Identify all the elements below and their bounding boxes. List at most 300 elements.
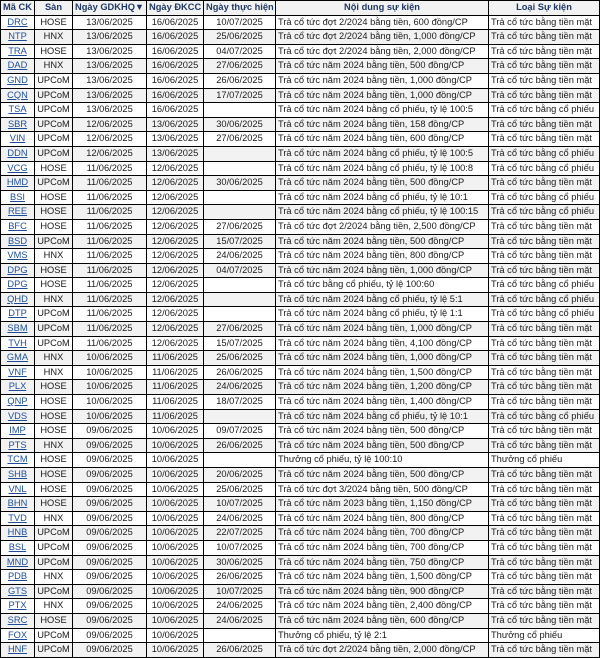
cell-ngay-thuc-hien: 26/06/2025 (204, 365, 276, 380)
cell-noi-dung: Trả cổ tức bằng cổ phiếu, tỷ lệ 100:60 (276, 278, 489, 293)
table-row (1, 380, 600, 395)
cell-san: HOSE (35, 482, 73, 497)
cell-ngay-dkcc: 13/06/2025 (147, 132, 204, 147)
header-noi-dung[interactable]: Nội dung sự kiện (276, 1, 489, 16)
ticker-link[interactable]: IMP (9, 425, 26, 436)
cell-san: HOSE (35, 380, 73, 395)
cell-ngay-dkcc: 12/06/2025 (147, 249, 204, 264)
cell-noi-dung: Trả cổ tức năm 2023 bằng tiền, 1,150 đồng/CP (276, 497, 489, 512)
cell-ngay-dkcc: 12/06/2025 (147, 205, 204, 220)
cell-ngay-gdkhq: 09/06/2025 (73, 468, 147, 483)
cell-ngay-dkcc: 16/06/2025 (147, 73, 204, 88)
cell-ngay-gdkhq: 10/06/2025 (73, 365, 147, 380)
cell-ngay-dkcc: 10/06/2025 (147, 599, 204, 614)
table-row (1, 424, 600, 439)
cell-noi-dung: Trả cổ tức năm 2024 bằng tiền, 500 đồng/CP (276, 438, 489, 453)
table-row (1, 205, 600, 220)
cell-ngay-dkcc: 10/06/2025 (147, 540, 204, 555)
cell-ngay-gdkhq: 12/06/2025 (73, 146, 147, 161)
cell-ma-ck (1, 584, 35, 599)
ticker-link[interactable]: HNB (7, 527, 28, 538)
cell-ngay-gdkhq: 13/06/2025 (73, 88, 147, 103)
ticker-link[interactable]: CQN (7, 89, 28, 100)
cell-ngay-gdkhq: 12/06/2025 (73, 132, 147, 147)
cell-loai-su-kien: Trả cổ tức bằng cổ phiếu (489, 146, 600, 161)
cell-ngay-dkcc: 12/06/2025 (147, 234, 204, 249)
ticker-link[interactable]: PDB (7, 571, 28, 582)
cell-ngay-dkcc: 11/06/2025 (147, 395, 204, 410)
cell-san: UPCoM (35, 526, 73, 541)
cell-san: HOSE (35, 395, 73, 410)
cell-ngay-thuc-hien (204, 205, 276, 220)
ticker-link[interactable]: QHD (7, 293, 28, 304)
table-row (1, 307, 600, 322)
cell-san: UPCoM (35, 176, 73, 191)
cell-ngay-gdkhq: 13/06/2025 (73, 73, 147, 88)
cell-noi-dung: Trả cổ tức năm 2024 bằng tiền, 700 đồng/CP (276, 526, 489, 541)
cell-noi-dung: Trả cổ tức năm 2024 bằng tiền, 500 đồng/CP (276, 234, 489, 249)
ticker-link[interactable]: DDN (7, 147, 28, 158)
cell-san: UPCoM (35, 88, 73, 103)
table-header-row (1, 1, 600, 16)
cell-loai-su-kien: Trả cổ tức bằng tiền mặt (489, 322, 600, 337)
cell-loai-su-kien: Trả cổ tức bằng tiền mặt (489, 599, 600, 614)
cell-ma-ck (1, 613, 35, 628)
cell-loai-su-kien: Trả cổ tức bằng cổ phiếu (489, 205, 600, 220)
cell-ngay-dkcc: 10/06/2025 (147, 511, 204, 526)
ticker-link[interactable]: TRA (8, 45, 27, 56)
ticker-link[interactable]: DAD (7, 60, 28, 71)
cell-ngay-gdkhq: 09/06/2025 (73, 628, 147, 643)
cell-ngay-thuc-hien (204, 278, 276, 293)
cell-san: UPCoM (35, 146, 73, 161)
cell-san: HNX (35, 59, 73, 74)
cell-loai-su-kien: Trả cổ tức bằng tiền mặt (489, 424, 600, 439)
cell-ma-ck (1, 511, 35, 526)
cell-ngay-gdkhq: 13/06/2025 (73, 103, 147, 118)
table-row (1, 351, 600, 366)
cell-san: HOSE (35, 263, 73, 278)
table-row (1, 59, 600, 74)
cell-san: HNX (35, 365, 73, 380)
cell-ngay-gdkhq: 11/06/2025 (73, 336, 147, 351)
cell-san: HNX (35, 599, 73, 614)
cell-ngay-gdkhq: 13/06/2025 (73, 44, 147, 59)
cell-ngay-thuc-hien: 30/06/2025 (204, 117, 276, 132)
ticker-link[interactable]: TSA (8, 104, 27, 115)
table-row (1, 628, 600, 643)
cell-ngay-gdkhq: 09/06/2025 (73, 497, 147, 512)
cell-loai-su-kien: Trả cổ tức bằng tiền mặt (489, 30, 600, 45)
cell-ma-ck (1, 132, 35, 147)
cell-ngay-dkcc: 10/06/2025 (147, 613, 204, 628)
table-row (1, 526, 600, 541)
cell-ngay-thuc-hien (204, 103, 276, 118)
table-row (1, 395, 600, 410)
cell-san: UPCoM (35, 322, 73, 337)
cell-ngay-gdkhq: 11/06/2025 (73, 292, 147, 307)
ticker-link[interactable]: TVH (8, 337, 27, 348)
cell-noi-dung: Trả cổ tức năm 2024 bằng tiền, 500 đồng/CP (276, 424, 489, 439)
cell-ma-ck (1, 438, 35, 453)
cell-ma-ck (1, 103, 35, 118)
cell-ngay-dkcc: 10/06/2025 (147, 643, 204, 658)
table-row (1, 88, 600, 103)
cell-ngay-gdkhq: 09/06/2025 (73, 453, 147, 468)
cell-ngay-gdkhq: 09/06/2025 (73, 540, 147, 555)
cell-ngay-thuc-hien: 24/06/2025 (204, 613, 276, 628)
cell-ngay-thuc-hien: 10/07/2025 (204, 540, 276, 555)
cell-loai-su-kien: Trả cổ tức bằng tiền mặt (489, 468, 600, 483)
cell-ma-ck (1, 351, 35, 366)
cell-ngay-thuc-hien: 25/06/2025 (204, 482, 276, 497)
cell-ngay-dkcc: 12/06/2025 (147, 219, 204, 234)
cell-loai-su-kien: Trả cổ tức bằng tiền mặt (489, 234, 600, 249)
cell-san: HOSE (35, 497, 73, 512)
cell-noi-dung: Trả cổ tức năm 2024 bằng tiền, 1,000 đồng/CP (276, 351, 489, 366)
cell-noi-dung: Trả cổ tức năm 2024 bằng cổ phiếu, tỷ lệ 100:5 (276, 103, 489, 118)
ticker-link[interactable]: BSI (10, 191, 25, 202)
cell-ngay-thuc-hien (204, 146, 276, 161)
cell-san: UPCoM (35, 103, 73, 118)
cell-ma-ck (1, 234, 35, 249)
ticker-link[interactable]: DRC (7, 16, 28, 27)
table-row (1, 249, 600, 264)
cell-loai-su-kien: Trả cổ tức bằng tiền mặt (489, 438, 600, 453)
header-san[interactable]: Sàn (35, 1, 73, 16)
cell-loai-su-kien: Trả cổ tức bằng tiền mặt (489, 249, 600, 264)
cell-loai-su-kien: Trả cổ tức bằng tiền mặt (489, 497, 600, 512)
ticker-link[interactable]: BFC (8, 220, 27, 231)
cell-ngay-dkcc: 12/06/2025 (147, 263, 204, 278)
cell-noi-dung: Trả cổ tức năm 2024 bằng tiền, 4,100 đồng/CP (276, 336, 489, 351)
cell-ngay-thuc-hien: 26/06/2025 (204, 570, 276, 585)
header-ma-ck[interactable]: Mã CK (1, 1, 35, 16)
cell-ma-ck (1, 555, 35, 570)
cell-loai-su-kien: Trả cổ tức bằng tiền mặt (489, 584, 600, 599)
table-row (1, 322, 600, 337)
cell-ma-ck (1, 570, 35, 585)
cell-loai-su-kien: Trả cổ tức bằng tiền mặt (489, 482, 600, 497)
cell-ngay-dkcc: 10/06/2025 (147, 482, 204, 497)
ticker-link[interactable]: VIN (9, 133, 26, 144)
cell-noi-dung: Trả cổ tức đợt 3/2024 bằng tiền, 500 đồng/CP (276, 482, 489, 497)
cell-noi-dung: Trả cổ tức năm 2024 bằng tiền, 700 đồng/CP (276, 540, 489, 555)
header-ngay-dkcc[interactable]: Ngày ĐKCC (147, 1, 204, 16)
table-row (1, 570, 600, 585)
cell-ngay-thuc-hien: 26/06/2025 (204, 438, 276, 453)
cell-san: UPCoM (35, 117, 73, 132)
ticker-link[interactable]: VMS (7, 250, 28, 261)
cell-ngay-gdkhq: 09/06/2025 (73, 643, 147, 658)
table-row (1, 468, 600, 483)
table-row (1, 336, 600, 351)
ticker-link[interactable]: DPG (7, 279, 28, 290)
cell-ngay-gdkhq: 11/06/2025 (73, 249, 147, 264)
cell-loai-su-kien: Trả cổ tức bằng cổ phiếu (489, 103, 600, 118)
cell-noi-dung: Trả cổ tức năm 2024 bằng tiền, 1,000 đồng/CP (276, 263, 489, 278)
table-row (1, 15, 600, 30)
ticker-link[interactable]: SRC (7, 614, 28, 625)
ticker-link[interactable]: HNF (7, 644, 28, 655)
cell-ngay-dkcc: 16/06/2025 (147, 103, 204, 118)
cell-ngay-gdkhq: 09/06/2025 (73, 613, 147, 628)
cell-noi-dung: Trả cổ tức năm 2024 bằng tiền, 800 đồng/CP (276, 511, 489, 526)
ticker-link[interactable]: DTP (8, 308, 27, 319)
ticker-link[interactable]: REE (7, 206, 28, 217)
cell-loai-su-kien: Trả cổ tức bằng tiền mặt (489, 613, 600, 628)
cell-ngay-gdkhq: 11/06/2025 (73, 278, 147, 293)
cell-ngay-thuc-hien: 30/06/2025 (204, 555, 276, 570)
table-row (1, 365, 600, 380)
cell-ma-ck (1, 395, 35, 410)
cell-san: UPCoM (35, 643, 73, 658)
ticker-link[interactable]: VNF (8, 366, 27, 377)
cell-ngay-thuc-hien: 24/06/2025 (204, 599, 276, 614)
cell-noi-dung: Trả cổ tức năm 2024 bằng tiền, 500 đồng/CP (276, 176, 489, 191)
cell-ngay-gdkhq: 10/06/2025 (73, 409, 147, 424)
cell-noi-dung: Trả cổ tức đợt 2/2024 bằng tiền, 2,000 đồng/CP (276, 44, 489, 59)
ticker-link[interactable]: TVD (8, 512, 27, 523)
ticker-link[interactable]: VDS (7, 410, 28, 421)
cell-ma-ck (1, 161, 35, 176)
cell-noi-dung: Thưởng cổ phiếu, tỷ lệ 2:1 (276, 628, 489, 643)
cell-san: HOSE (35, 409, 73, 424)
cell-san: HNX (35, 249, 73, 264)
cell-ngay-thuc-hien: 17/07/2025 (204, 88, 276, 103)
cell-ma-ck (1, 599, 35, 614)
table-row (1, 482, 600, 497)
table-row (1, 292, 600, 307)
cell-loai-su-kien: Trả cổ tức bằng tiền mặt (489, 132, 600, 147)
cell-ngay-gdkhq: 09/06/2025 (73, 511, 147, 526)
cell-loai-su-kien: Trả cổ tức bằng tiền mặt (489, 526, 600, 541)
cell-ngay-thuc-hien: 26/06/2025 (204, 73, 276, 88)
cell-ngay-dkcc: 10/06/2025 (147, 424, 204, 439)
table-row (1, 161, 600, 176)
cell-noi-dung: Trả cổ tức năm 2024 bằng tiền, 900 đồng/CP (276, 584, 489, 599)
cell-san: UPCoM (35, 307, 73, 322)
cell-ngay-thuc-hien: 25/06/2025 (204, 30, 276, 45)
cell-ma-ck (1, 628, 35, 643)
cell-loai-su-kien: Trả cổ tức bằng tiền mặt (489, 15, 600, 30)
cell-noi-dung: Trả cổ tức đợt 2/2024 bằng tiền, 1,000 đồng/CP (276, 30, 489, 45)
cell-ngay-thuc-hien: 25/06/2025 (204, 351, 276, 366)
cell-noi-dung: Trả cổ tức năm 2024 bằng tiền, 600 đồng/CP (276, 613, 489, 628)
cell-san: HNX (35, 570, 73, 585)
ticker-link[interactable]: GMA (6, 352, 29, 363)
ticker-link[interactable]: GND (7, 74, 28, 85)
cell-ngay-thuc-hien: 22/07/2025 (204, 526, 276, 541)
cell-ngay-thuc-hien: 04/07/2025 (204, 263, 276, 278)
cell-ngay-dkcc: 12/06/2025 (147, 190, 204, 205)
cell-noi-dung: Trả cổ tức đợt 2/2024 bằng tiền, 2,000 đồng/CP (276, 643, 489, 658)
table-row (1, 278, 600, 293)
cell-san: HOSE (35, 219, 73, 234)
cell-loai-su-kien: Trả cổ tức bằng tiền mặt (489, 555, 600, 570)
cell-loai-su-kien: Trả cổ tức bằng tiền mặt (489, 59, 600, 74)
cell-loai-su-kien: Trả cổ tức bằng cổ phiếu (489, 161, 600, 176)
cell-noi-dung: Thưởng cổ phiếu, tỷ lệ 100:10 (276, 453, 489, 468)
ticker-link[interactable]: BHN (7, 498, 28, 509)
ticker-link[interactable]: SBR (7, 118, 28, 129)
cell-ma-ck (1, 409, 35, 424)
cell-noi-dung: Trả cổ tức năm 2024 bằng cổ phiếu, tỷ lệ 100:5 (276, 146, 489, 161)
cell-ngay-thuc-hien: 20/06/2025 (204, 468, 276, 483)
cell-ngay-thuc-hien: 09/07/2025 (204, 424, 276, 439)
cell-ngay-gdkhq: 13/06/2025 (73, 59, 147, 74)
header-ngay-gdkhq[interactable]: Ngày GDKHQ▼ (73, 1, 147, 16)
cell-san: HOSE (35, 15, 73, 30)
cell-noi-dung: Trả cổ tức năm 2024 bằng tiền, 800 đồng/CP (276, 249, 489, 264)
ticker-link[interactable]: BSD (7, 235, 28, 246)
cell-san: UPCoM (35, 234, 73, 249)
cell-loai-su-kien: Trả cổ tức bằng tiền mặt (489, 643, 600, 658)
cell-loai-su-kien: Trả cổ tức bằng tiền mặt (489, 351, 600, 366)
table-row (1, 584, 600, 599)
cell-noi-dung: Trả cổ tức năm 2024 bằng cổ phiếu, tỷ lệ 10:1 (276, 190, 489, 205)
cell-san: UPCoM (35, 540, 73, 555)
ticker-link[interactable]: FOX (7, 629, 28, 640)
cell-loai-su-kien: Trả cổ tức bằng cổ phiếu (489, 278, 600, 293)
cell-ma-ck (1, 322, 35, 337)
cell-ngay-dkcc: 10/06/2025 (147, 453, 204, 468)
header-ngay-thuc-hien[interactable]: Ngày thực hiện (204, 1, 276, 16)
cell-san: HOSE (35, 278, 73, 293)
cell-ma-ck (1, 190, 35, 205)
header-loai-su-kien[interactable]: Loại Sự kiện (489, 1, 600, 16)
cell-ma-ck (1, 73, 35, 88)
cell-noi-dung: Trả cổ tức năm 2024 bằng tiền, 750 đồng/CP (276, 555, 489, 570)
ticker-link[interactable]: VNL (8, 483, 27, 494)
cell-ngay-thuc-hien: 30/06/2025 (204, 176, 276, 191)
table-row (1, 132, 600, 147)
cell-noi-dung: Trả cổ tức năm 2024 bằng tiền, 2,400 đồng/CP (276, 599, 489, 614)
cell-noi-dung: Trả cổ tức đợt 2/2024 bằng tiền, 600 đồng/CP (276, 15, 489, 30)
cell-ngay-thuc-hien: 27/06/2025 (204, 322, 276, 337)
cell-ngay-gdkhq: 09/06/2025 (73, 570, 147, 585)
ticker-link[interactable]: PTX (8, 600, 27, 611)
cell-ngay-dkcc: 12/06/2025 (147, 176, 204, 191)
cell-ngay-thuc-hien (204, 628, 276, 643)
table-row (1, 146, 600, 161)
cell-ma-ck (1, 44, 35, 59)
cell-ngay-dkcc: 16/06/2025 (147, 30, 204, 45)
cell-ngay-thuc-hien: 24/06/2025 (204, 249, 276, 264)
cell-ma-ck (1, 307, 35, 322)
cell-san: HOSE (35, 424, 73, 439)
cell-ngay-gdkhq: 11/06/2025 (73, 307, 147, 322)
cell-ma-ck (1, 336, 35, 351)
cell-ngay-thuc-hien (204, 409, 276, 424)
cell-ngay-dkcc: 12/06/2025 (147, 161, 204, 176)
cell-san: HNX (35, 511, 73, 526)
cell-ngay-dkcc: 11/06/2025 (147, 380, 204, 395)
cell-ngay-dkcc: 10/06/2025 (147, 628, 204, 643)
cell-loai-su-kien: Trả cổ tức bằng tiền mặt (489, 219, 600, 234)
cell-ngay-thuc-hien: 10/07/2025 (204, 15, 276, 30)
cell-ngay-gdkhq: 09/06/2025 (73, 555, 147, 570)
cell-ngay-gdkhq: 11/06/2025 (73, 205, 147, 220)
cell-ngay-thuc-hien (204, 190, 276, 205)
cell-ngay-gdkhq: 12/06/2025 (73, 117, 147, 132)
cell-noi-dung: Trả cổ tức năm 2024 bằng tiền, 158 đồng/CP (276, 117, 489, 132)
ticker-link[interactable]: QNP (7, 396, 28, 407)
cell-ngay-thuc-hien: 27/06/2025 (204, 59, 276, 74)
ticker-link[interactable]: TCM (7, 454, 28, 465)
ticker-link[interactable]: SBM (7, 323, 28, 334)
cell-ngay-dkcc: 12/06/2025 (147, 336, 204, 351)
ticker-link[interactable]: HMD (6, 177, 29, 188)
cell-ngay-gdkhq: 11/06/2025 (73, 219, 147, 234)
table-row (1, 263, 600, 278)
cell-san: HOSE (35, 613, 73, 628)
cell-ngay-gdkhq: 13/06/2025 (73, 30, 147, 45)
cell-ngay-gdkhq: 11/06/2025 (73, 322, 147, 337)
ticker-link[interactable]: PTS (8, 439, 27, 450)
ticker-link[interactable]: GTS (7, 585, 28, 596)
cell-san: UPCoM (35, 584, 73, 599)
cell-noi-dung: Trả cổ tức năm 2024 bằng tiền, 500 đồng/CP (276, 468, 489, 483)
cell-ngay-dkcc: 11/06/2025 (147, 351, 204, 366)
cell-ngay-thuc-hien: 27/06/2025 (204, 132, 276, 147)
cell-ngay-dkcc: 12/06/2025 (147, 322, 204, 337)
table-row (1, 599, 600, 614)
table-row (1, 176, 600, 191)
cell-loai-su-kien: Trả cổ tức bằng tiền mặt (489, 380, 600, 395)
cell-loai-su-kien: Trả cổ tức bằng tiền mặt (489, 540, 600, 555)
cell-ma-ck (1, 643, 35, 658)
cell-san: UPCoM (35, 628, 73, 643)
ticker-link[interactable]: BSL (8, 541, 27, 552)
ticker-link[interactable]: SHB (7, 469, 28, 479)
cell-ngay-gdkhq: 10/06/2025 (73, 380, 147, 395)
cell-ngay-dkcc: 16/06/2025 (147, 44, 204, 59)
cell-loai-su-kien: Trả cổ tức bằng tiền mặt (489, 88, 600, 103)
cell-ngay-gdkhq: 11/06/2025 (73, 190, 147, 205)
cell-loai-su-kien: Trả cổ tức bằng tiền mặt (489, 511, 600, 526)
cell-ma-ck (1, 278, 35, 293)
cell-ngay-gdkhq: 11/06/2025 (73, 176, 147, 191)
cell-ngay-dkcc: 11/06/2025 (147, 365, 204, 380)
ticker-link[interactable]: VCG (7, 162, 28, 173)
cell-ma-ck (1, 219, 35, 234)
cell-ma-ck (1, 292, 35, 307)
table-row (1, 613, 600, 628)
ticker-link[interactable]: DPG (7, 264, 28, 275)
ticker-link[interactable]: NTP (8, 31, 27, 42)
cell-ngay-gdkhq: 09/06/2025 (73, 438, 147, 453)
cell-ma-ck (1, 88, 35, 103)
cell-noi-dung: Trả cổ tức năm 2024 bằng cổ phiếu, tỷ lệ 10:1 (276, 409, 489, 424)
cell-noi-dung: Trả cổ tức năm 2024 bằng tiền, 1,000 đồng/CP (276, 322, 489, 337)
ticker-link[interactable]: PLX (8, 381, 27, 392)
cell-ma-ck (1, 59, 35, 74)
cell-san: HNX (35, 438, 73, 453)
cell-loai-su-kien: Thưởng cổ phiếu (489, 628, 600, 643)
cell-san: UPCoM (35, 336, 73, 351)
cell-ma-ck (1, 205, 35, 220)
cell-loai-su-kien: Trả cổ tức bằng cổ phiếu (489, 190, 600, 205)
cell-ma-ck (1, 526, 35, 541)
cell-ma-ck (1, 15, 35, 30)
cell-loai-su-kien: Trả cổ tức bằng tiền mặt (489, 365, 600, 380)
cell-ngay-dkcc: 10/06/2025 (147, 584, 204, 599)
cell-ngay-dkcc: 10/06/2025 (147, 555, 204, 570)
ticker-link[interactable]: MND (6, 556, 29, 567)
table-row (1, 511, 600, 526)
cell-ngay-gdkhq: 10/06/2025 (73, 351, 147, 366)
